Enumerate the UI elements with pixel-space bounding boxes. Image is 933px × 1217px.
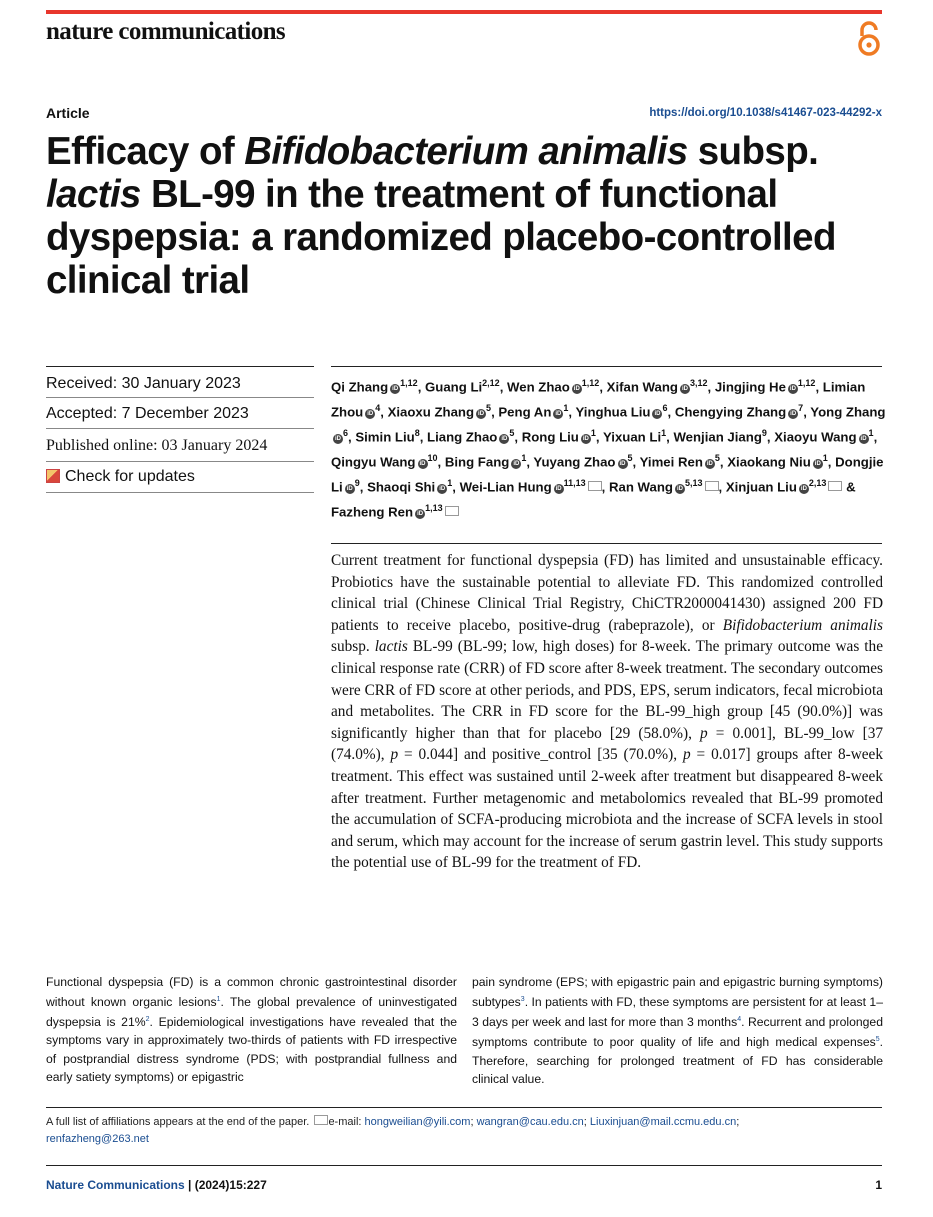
author-name[interactable]: Wei-Lian Hung <box>459 479 552 495</box>
orcid-icon[interactable]: iD <box>439 486 446 493</box>
author-name[interactable]: Bing Fang <box>444 454 510 470</box>
email-link[interactable]: hongweilian@yili.com <box>364 1116 471 1128</box>
footer-citation: Nature Communications | (2024)15:227 <box>46 1178 267 1192</box>
footer-journal: Nature Communications <box>46 1178 185 1192</box>
affiliation-sup: 1 <box>822 452 828 463</box>
orcid-icon[interactable]: iD <box>582 436 589 443</box>
orcid-icon[interactable]: iD <box>346 486 353 493</box>
orcid-icon[interactable]: iD <box>573 386 580 393</box>
footnote: A full list of affiliations appears at the end of the paper. e-mail: hongweilian@yili.com; wangran@cau.edu.cn; Liuxinjuan@mail.ccmu.edu.cn; renfazheng@263.net <box>46 1116 740 1145</box>
author-name[interactable]: Yimei Ren <box>639 454 703 470</box>
affiliation-sup: 2,12 <box>482 378 500 388</box>
orcid-icon[interactable]: iD <box>800 486 807 493</box>
affiliation-sup: 11,13 <box>563 477 586 488</box>
orcid-icon[interactable]: iD <box>654 411 661 418</box>
affiliation-sup: 9 <box>354 477 360 488</box>
author-name[interactable]: Wen Zhao <box>507 379 570 395</box>
email-icon[interactable] <box>445 506 459 516</box>
affiliation-sup: 8 <box>414 427 420 438</box>
email-link[interactable]: Liuxinjuan@mail.ccmu.edu.cn <box>589 1116 737 1128</box>
author-name[interactable]: Rong Liu <box>521 429 579 445</box>
author-name[interactable]: Xiaokang Niu <box>727 454 811 470</box>
affiliation-sup: 10 <box>427 452 438 463</box>
author-name[interactable]: Qingyu Wang <box>331 454 416 470</box>
affiliation-sup: 5 <box>627 452 633 463</box>
check-updates-icon <box>46 469 60 483</box>
author-name[interactable]: Yixuan Li <box>602 429 662 445</box>
affiliation-sup: 3,12 <box>689 378 708 388</box>
reference-link[interactable]: 1 <box>216 996 221 1004</box>
author-name[interactable]: Xinjuan Liu <box>725 479 797 495</box>
email-icon[interactable] <box>588 481 602 491</box>
orcid-icon[interactable]: iD <box>478 411 485 418</box>
journal-name: nature communications <box>46 18 286 45</box>
affiliation-sup: 1 <box>661 427 667 438</box>
divider <box>331 543 882 544</box>
reference-link[interactable]: 4 <box>737 1016 742 1024</box>
body-column-right: pain syndrome (EPS; with epigastric pain and epigastric burning symptoms) subtypes$^3$. In patients with FD, these symptoms are persistent for at least 1–3 days per week and last for more than 3 months$^4$. Recurrent and prolonged symptoms contribute to poor quality of life and high medical expenses$^5$. Therefore, searching for prolonged treatment of FD has considerable clinical value. <box>472 975 883 1086</box>
email-icon[interactable] <box>705 481 719 491</box>
divider <box>331 366 882 367</box>
affiliation-sup: 4 <box>375 402 381 413</box>
open-access-icon <box>855 20 883 58</box>
email-icon <box>314 1115 328 1125</box>
orcid-icon[interactable]: iD <box>417 511 424 518</box>
orcid-icon[interactable]: iD <box>513 461 520 468</box>
affiliation-sup: 1 <box>521 452 527 463</box>
abstract: Current treatment for functional dyspepsia (FD) has limited and unsustainable efficacy. Probiotics have the sustainable potential to alleviate FD. This randomized controlled clinical trial (Chinese Clinical Trial Registry, ChiCTR2000041430) assigned 200 FD patients to receive placebo, positive-drug (rabeprazole), or Bifidobacterium animalis subsp. lactis BL-99 (BL-99; low, high doses) for 8-week. The primary outcome was the clinical response rate (CRR) of FD score after 8-week treatment. The secondary outcomes were CRR of FD score at other periods, and PDS, EPS, serum indicators, fecal microbiota and metabolites. The CRR in FD score for the BL-99_high group [45 (90.0%)] was significantly higher than that for placebo [29 (58.0%), p = 0.001], BL-99_low [37 (74.0%), p = 0.044] and positive_control [35 (70.0%), p = 0.017] groups after 8-week treatment. This effect was sustained until 2-week after treatment but disappeared 8-week after treatment. Further metagenomic and metabolomics revealed that BL-99 promoted the accumulation of SCFA-producing microbiota and the increase of SCFA levels in stool and serum, which may account for the increase of serum gastrin level. This study supports the potential use of BL-99 for the treatment of FD. <box>331 552 883 872</box>
reference-link[interactable]: 5 <box>875 1036 880 1044</box>
received-date: Received: 30 January 2023 <box>46 366 314 397</box>
orcid-icon[interactable]: iD <box>555 411 562 418</box>
orcid-icon[interactable]: iD <box>681 386 688 393</box>
affiliation-sup: 1,12 <box>581 378 600 388</box>
orcid-icon[interactable]: iD <box>392 386 399 393</box>
affiliation-sup: 1 <box>447 477 453 488</box>
affiliation-sup: 1 <box>563 402 569 413</box>
orcid-icon[interactable]: iD <box>676 486 683 493</box>
affiliation-sup: 5 <box>486 402 492 413</box>
orcid-icon[interactable]: iD <box>419 461 426 468</box>
email-link[interactable]: wangran@cau.edu.cn <box>476 1116 584 1128</box>
orcid-icon[interactable]: iD <box>789 386 796 393</box>
email-icon[interactable] <box>828 481 842 491</box>
author-name[interactable]: Ran Wang <box>608 479 673 495</box>
affiliation-sup: 9 <box>761 427 767 438</box>
affiliation-sup: 6 <box>343 427 349 438</box>
published-date: Published online: 03 January 2024 <box>46 428 314 461</box>
author-name[interactable]: Wenjian Jiang <box>673 429 762 445</box>
author-name[interactable]: Xiaoyu Wang <box>774 429 857 445</box>
affiliation-sup: 5,13 <box>684 477 703 488</box>
check-for-updates[interactable] <box>46 461 314 493</box>
page-number: 1 <box>875 1178 882 1192</box>
orcid-icon[interactable]: iD <box>706 461 713 468</box>
check-updates-label: Check for updates <box>65 468 195 485</box>
affiliation-sup: 7 <box>798 402 804 413</box>
author-name[interactable]: Yong Zhang <box>810 404 886 420</box>
affiliation-sup: 1 <box>590 427 596 438</box>
author-name[interactable]: Xiaoxu Zhang <box>387 404 475 420</box>
author-name[interactable]: Yuyang Zhao <box>533 454 616 470</box>
author-name[interactable]: Dongjie Li <box>331 454 884 495</box>
email-link[interactable]: renfazheng@263.net <box>46 1133 149 1145</box>
reference-link[interactable]: 3 <box>520 996 525 1004</box>
orcid-icon[interactable]: iD <box>790 411 797 418</box>
author-name[interactable]: Shaoqi Shi <box>367 479 436 495</box>
divider <box>46 1107 882 1108</box>
publication-meta <box>46 366 314 493</box>
orcid-icon[interactable]: iD <box>860 436 867 443</box>
author-name[interactable]: Xifan Wang <box>606 379 678 395</box>
author-name[interactable]: Liang Zhao <box>427 429 498 445</box>
article-type: Article <box>46 105 90 121</box>
orcid-icon[interactable]: iD <box>619 461 626 468</box>
author-name[interactable]: Yinghua Liu <box>575 404 651 420</box>
author-name[interactable]: Fazheng Ren <box>331 504 414 520</box>
accepted-date: Accepted: 7 December 2023 <box>46 397 314 428</box>
orcid-icon[interactable]: iD <box>367 411 374 418</box>
author-name[interactable]: Jingjing He <box>714 379 786 395</box>
author-name[interactable]: Limian Zhou <box>331 379 866 420</box>
orcid-icon[interactable]: iD <box>335 436 341 443</box>
orcid-icon[interactable]: iD <box>814 461 821 468</box>
author-name[interactable]: Guang Li <box>425 379 483 395</box>
author-list: Qi Zhang iD$^{1,12}$, Guang Li$^{2,12}$, Wen Zhao iD$^{1,12}$, Xifan Wang iD$^{3,12}$, Jingjing He iD$^{1,12}$, Limian Zhou $iD^4$, Xiaoxu Zhang $iD^5$, Peng An $iD^1$, Yinghua Liu $iD^6$, Chengying Zhang $iD^7$, Yong ZhangiD$^6$, Simin Liu$^8$, Liang Zhao $iD^5$, Rong Liu $iD^1$, Yixuan Li$^1$, Wenjian Jiang$^9$, Xiaoyu Wang $iD^1$, Qingyu Wang $iD^{10}$, Bing Fang $iD^1$, Yuyang Zhao $iD^5$, Yimei Ren $iD^5$, Xiaokang Niu $iD^1$, Dongjie Li $iD^9$, Shaoqi Shi $iD^1$, Wei-Lian Hung iD$^{11,13}$ , Ran Wang iD$^{5,13}$ , Xinjuan Liu iD$^{2,13}$ & Fazheng Ren iD$^{1,13}$ <box>331 378 886 520</box>
affiliation-sup: 6 <box>662 402 668 413</box>
affiliation-sup: 5 <box>509 427 515 438</box>
affiliation-sup: 1 <box>868 427 874 438</box>
affiliation-sup: 1,12 <box>797 378 816 388</box>
affiliation-sup: 1,13 <box>425 502 443 513</box>
affiliation-sup: 1,12 <box>400 378 418 388</box>
author-name[interactable]: Qi Zhang <box>331 379 389 395</box>
orcid-icon[interactable]: iD <box>555 486 562 493</box>
author-name[interactable]: Chengying Zhang <box>674 404 787 420</box>
body-column-left: Functional dyspepsia (FD) is a common chronic gastrointestinal disorder without known organic lesions$^1$. The global prevalence of uninvestigated dyspepsia is 21%$^2$. Epidemiological investigations have revealed that the symptoms vary in approximately two-thirds of patients with FD irrespective of postprandial distress syndrome (PDS; with postprandial fullness and early satiety symptoms) or epigastric <box>46 975 457 1084</box>
author-name[interactable]: Peng An <box>498 404 552 420</box>
orcid-icon[interactable]: iD <box>501 436 508 443</box>
accent-bar <box>46 10 882 14</box>
doi-link[interactable]: https://doi.org/10.1038/s41467-023-44292-x <box>649 107 882 119</box>
paper-title: Efficacy of Bifidobacterium animalis subsp. lactis BL-99 in the treatment of functional dyspepsia: a randomized placebo-controlled clinical trial <box>46 130 836 302</box>
reference-link[interactable]: 2 <box>145 1016 150 1024</box>
affiliation-sup: 5 <box>714 452 720 463</box>
divider <box>46 1165 882 1166</box>
affiliation-sup: 2,13 <box>808 477 827 488</box>
author-name[interactable]: Simin Liu <box>355 429 415 445</box>
